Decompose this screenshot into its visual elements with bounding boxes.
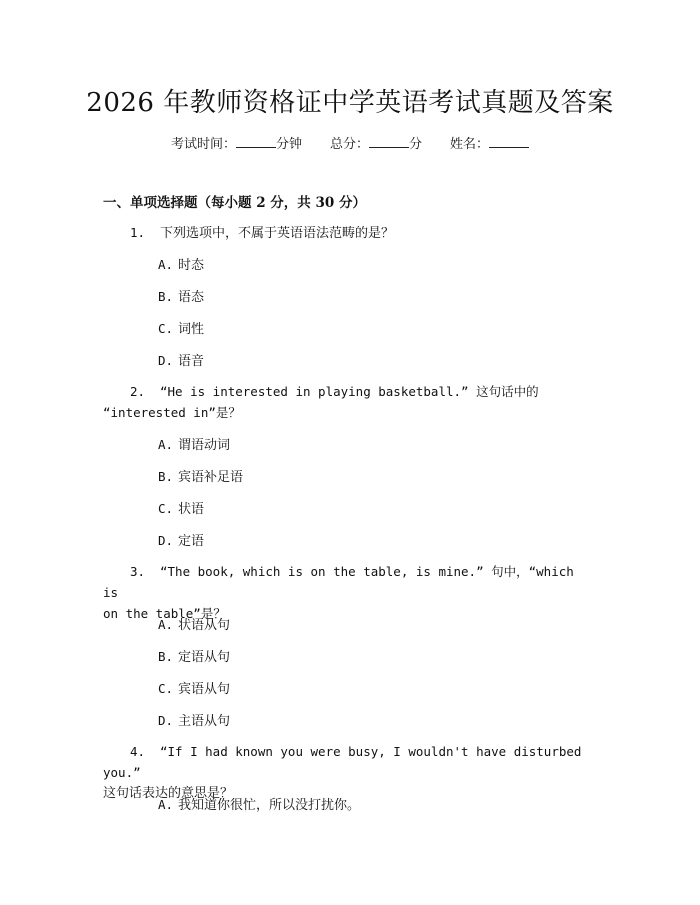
- score-blank: [369, 136, 409, 148]
- option-letter: D.: [158, 533, 174, 548]
- option-text: 宾语从句: [178, 682, 231, 697]
- name-blank: [489, 136, 529, 148]
- option-letter: C.: [158, 681, 174, 696]
- page-title: 2026 年教师资格证中学英语考试真题及答案: [86, 88, 614, 118]
- option-letter: D.: [158, 713, 174, 728]
- option-2b: [158, 467, 243, 488]
- question-number: 4.: [130, 744, 146, 759]
- option-2c: [158, 499, 204, 520]
- question-1: [103, 223, 583, 244]
- time-blank: [236, 136, 276, 148]
- option-text: 语音: [178, 354, 205, 369]
- question-text-line2: on the table”是？: [103, 606, 226, 621]
- option-text: 状语从句: [178, 618, 231, 633]
- question-text-line1: “The book, which is on the table, is mine.” 句中，“which is: [103, 564, 574, 600]
- name-label: 姓名：: [450, 137, 490, 152]
- option-text: 宾语补足语: [178, 470, 244, 485]
- option-text: 时态: [178, 258, 205, 273]
- option-1c: [158, 319, 204, 340]
- question-text: 下列选项中，不属于英语语法范畴的是？: [160, 226, 395, 241]
- option-text: 状语: [178, 502, 205, 517]
- option-3b: [158, 647, 230, 668]
- option-1b: [158, 287, 204, 308]
- question-text-line1: “If I had known you were busy, I wouldn't have disturbed you.”: [103, 744, 582, 780]
- option-text: 语态: [178, 290, 205, 305]
- option-3c: [158, 679, 230, 700]
- question-text-line2: “interested in”是？: [103, 405, 241, 420]
- option-text: 主语从句: [178, 714, 231, 729]
- option-letter: D.: [158, 353, 174, 368]
- option-3a: [158, 615, 230, 636]
- option-2d: [158, 531, 204, 552]
- option-3d: [158, 711, 230, 732]
- option-letter: C.: [158, 321, 174, 336]
- question-text-line1: “He is interested in playing basketball.” 这句话中的: [160, 384, 539, 399]
- question-2: [103, 382, 583, 423]
- option-letter: A.: [158, 257, 174, 272]
- option-text: 谓语动词: [178, 438, 231, 453]
- option-text: 定语从句: [178, 650, 231, 665]
- question-number: 2.: [130, 384, 146, 399]
- option-4a: [158, 795, 360, 816]
- option-letter: A.: [158, 437, 174, 452]
- section-heading: 一、单项选择题（每小题 2 分，共 30 分）: [103, 195, 366, 211]
- option-text: 定语: [178, 534, 205, 549]
- option-text: 我知道你很忙，所以没打扰你。: [178, 798, 361, 813]
- option-1d: [158, 351, 204, 372]
- score-label: 总分：: [329, 137, 369, 152]
- time-label: 考试时间：: [170, 137, 236, 152]
- question-number: 3.: [130, 564, 146, 579]
- exam-meta: [0, 133, 700, 152]
- score-unit: 分: [409, 137, 423, 152]
- option-letter: C.: [158, 501, 174, 516]
- option-2a: [158, 435, 230, 456]
- option-letter: A.: [158, 617, 174, 632]
- option-letter: A.: [158, 797, 174, 812]
- time-unit: 分钟: [275, 137, 302, 152]
- option-letter: B.: [158, 469, 174, 484]
- option-1a: [158, 255, 204, 276]
- option-text: 词性: [178, 322, 205, 337]
- question-number: 1.: [130, 225, 146, 240]
- option-letter: B.: [158, 649, 174, 664]
- option-letter: B.: [158, 289, 174, 304]
- question-text-line2: 这句话表达的意思是？: [103, 786, 234, 801]
